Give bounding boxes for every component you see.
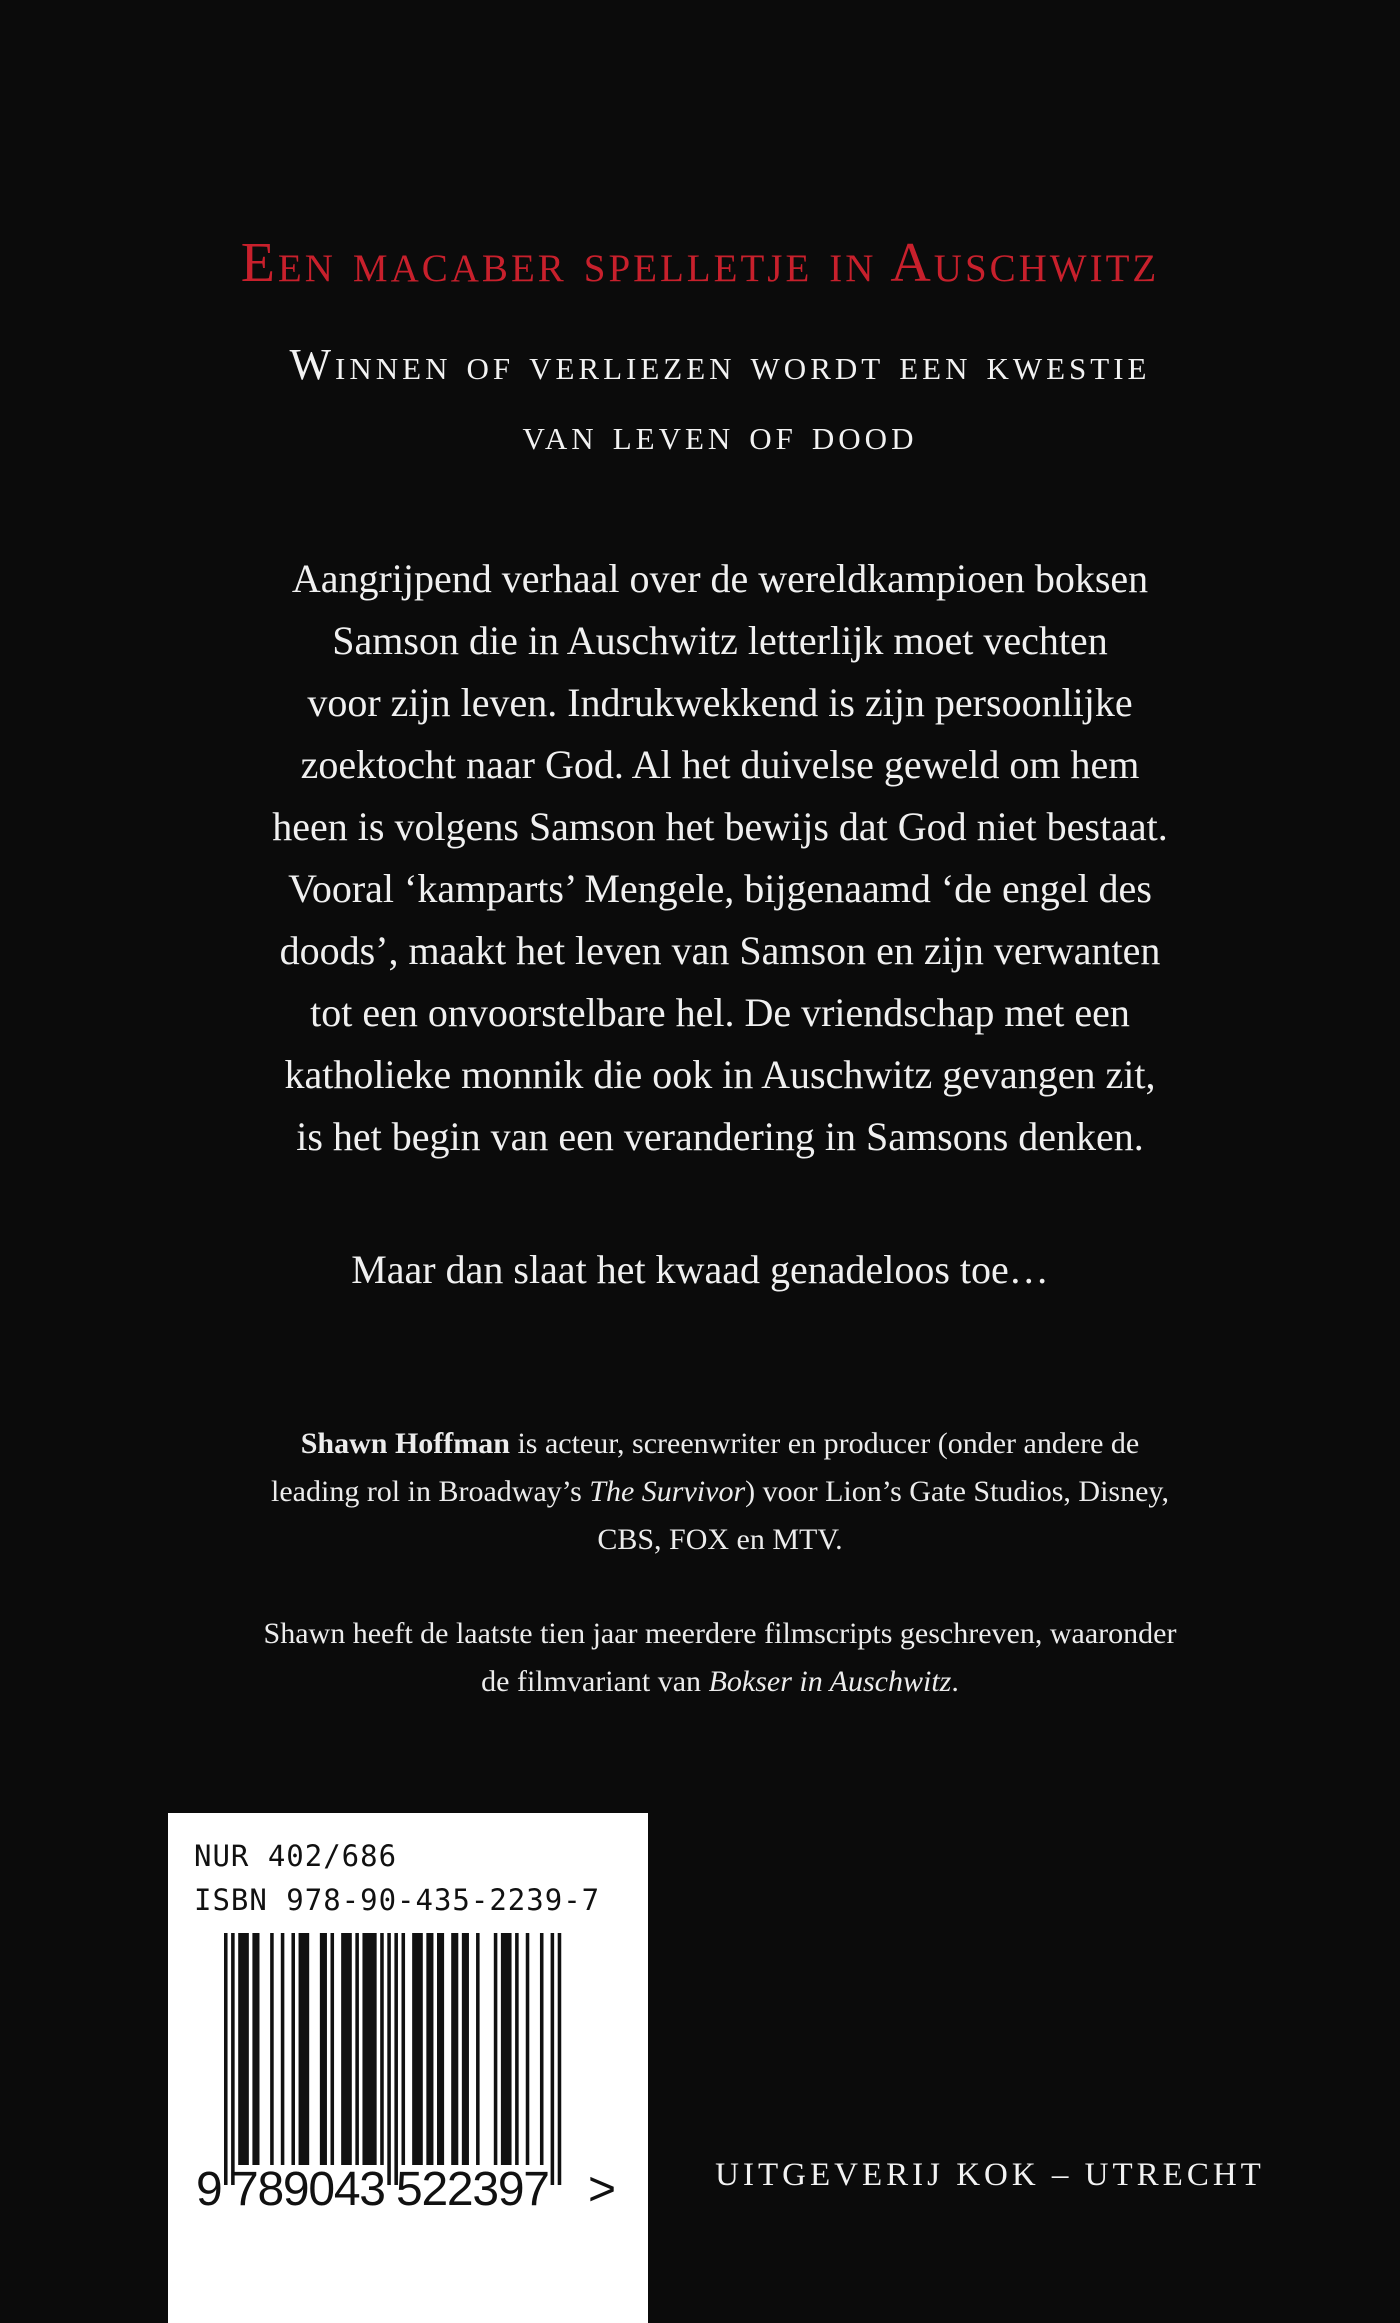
barcode-bar xyxy=(501,1933,512,2165)
barcode-graphic xyxy=(168,1813,648,2323)
barcode-bar xyxy=(412,1933,423,2165)
barcode-bar xyxy=(558,1933,562,2185)
blurb-line: Vooral ‘kamparts’ Mengele, bijgenaamd ‘de engel des xyxy=(288,866,1152,911)
white-tagline xyxy=(150,330,1290,470)
barcode-bar xyxy=(402,1933,406,2165)
blurb-line: doods’, maakt het leven van Samson en zijn verwanten xyxy=(279,928,1161,973)
barcode-bar xyxy=(320,1933,327,2165)
barcode-bar xyxy=(291,1933,295,2165)
white-tagline-line-1: Winnen of verliezen wordt een kwestie xyxy=(289,340,1151,389)
barcode-bar xyxy=(551,1933,555,2185)
red-tagline: Een macaber spelletje in Auschwitz xyxy=(240,232,1160,294)
barcode-bar xyxy=(387,1933,391,2185)
barcode-bar xyxy=(476,1933,480,2165)
barcode-bar xyxy=(331,1933,335,2165)
blurb-line: Samson die in Auschwitz letterlijk moet vechten xyxy=(332,618,1108,663)
show-title: The Survivor xyxy=(589,1475,746,1508)
blurb-line: tot een onvoorstelbare hel. De vriendschap met een xyxy=(310,990,1130,1035)
barcode-bar xyxy=(380,1933,384,2165)
blurb-line: is het begin van een verandering in Samsons denken. xyxy=(296,1114,1144,1159)
author-bio xyxy=(170,1420,1270,1564)
barcode-digit-first: 9 xyxy=(196,2163,223,2216)
book-title: Bokser in Auschwitz xyxy=(708,1665,952,1698)
barcode-bar xyxy=(462,1933,469,2165)
barcode-bar xyxy=(540,1933,544,2165)
barcode-bar xyxy=(362,1933,376,2165)
barcode-bar xyxy=(394,1933,398,2185)
author-name: Shawn Hoffman xyxy=(300,1427,510,1460)
barcode-bar xyxy=(355,1933,359,2165)
barcode-digits-right: 522397 xyxy=(396,2163,550,2216)
author-bio-second xyxy=(150,1610,1290,1706)
barcode-bar xyxy=(526,1933,530,2165)
barcode-bars xyxy=(224,1933,561,2185)
barcode-bar xyxy=(426,1933,433,2165)
teaser-line: Maar dan slaat het kwaad genadeloos toe… xyxy=(351,1247,1049,1292)
white-tagline-line-2: van leven of dood xyxy=(522,410,918,459)
publisher-imprint: UITGEVERIJ KOK – UTRECHT xyxy=(715,2157,1265,2193)
author-bio-text: leading rol in Broadway’s xyxy=(271,1475,590,1508)
barcode-bar xyxy=(224,1933,228,2185)
barcode-arrow: > xyxy=(588,2163,617,2216)
blurb-paragraph xyxy=(160,548,1280,1168)
author-bio-line-1 xyxy=(170,1420,1270,1468)
author-bio-text: is acteur, screenwriter en producer (onder andere de xyxy=(509,1427,1140,1460)
isbn-code: ISBN 978-90-435-2239-7 xyxy=(194,1883,601,1917)
barcode-bar xyxy=(451,1933,458,2165)
barcode-bar xyxy=(252,1933,259,2165)
barcode-bar xyxy=(494,1933,498,2165)
barcode-bar xyxy=(437,1933,444,2165)
barcode-bar xyxy=(281,1933,285,2165)
barcode-digits-left: 789043 xyxy=(232,2163,386,2216)
barcode-bar xyxy=(231,1933,235,2185)
author-bio-line-2 xyxy=(170,1468,1270,1516)
author-bio-line-3: CBS, FOX en MTV. xyxy=(597,1523,843,1556)
author-bio-text: de filmvariant van xyxy=(481,1665,709,1698)
author-bio-second-line-1: Shawn heeft de laatste tien jaar meerdere filmscripts geschreven, waaronder xyxy=(263,1617,1177,1650)
author-bio-second-line-2 xyxy=(150,1658,1290,1706)
nur-code: NUR 402/686 xyxy=(194,1839,398,1873)
blurb-line: zoektocht naar God. Al het duivelse geweld om hem xyxy=(300,742,1140,787)
barcode-bar xyxy=(270,1933,274,2165)
barcode-bar xyxy=(515,1933,519,2165)
barcode-bar xyxy=(341,1933,352,2165)
blurb-line: heen is volgens Samson het bewijs dat God niet bestaat. xyxy=(272,804,1168,849)
barcode-label xyxy=(168,1813,648,2323)
author-bio-text: . xyxy=(951,1665,959,1698)
author-bio-text: ) voor Lion’s Gate Studios, Disney, xyxy=(745,1475,1169,1508)
blurb-line: voor zijn leven. Indrukwekkend is zijn persoonlijke xyxy=(307,680,1133,725)
barcode-bar xyxy=(299,1933,310,2165)
barcode-bar xyxy=(238,1933,249,2165)
blurb-line: katholieke monnik die ook in Auschwitz gevangen zit, xyxy=(284,1052,1156,1097)
blurb-line: Aangrijpend verhaal over de wereldkampioen boksen xyxy=(291,556,1149,601)
